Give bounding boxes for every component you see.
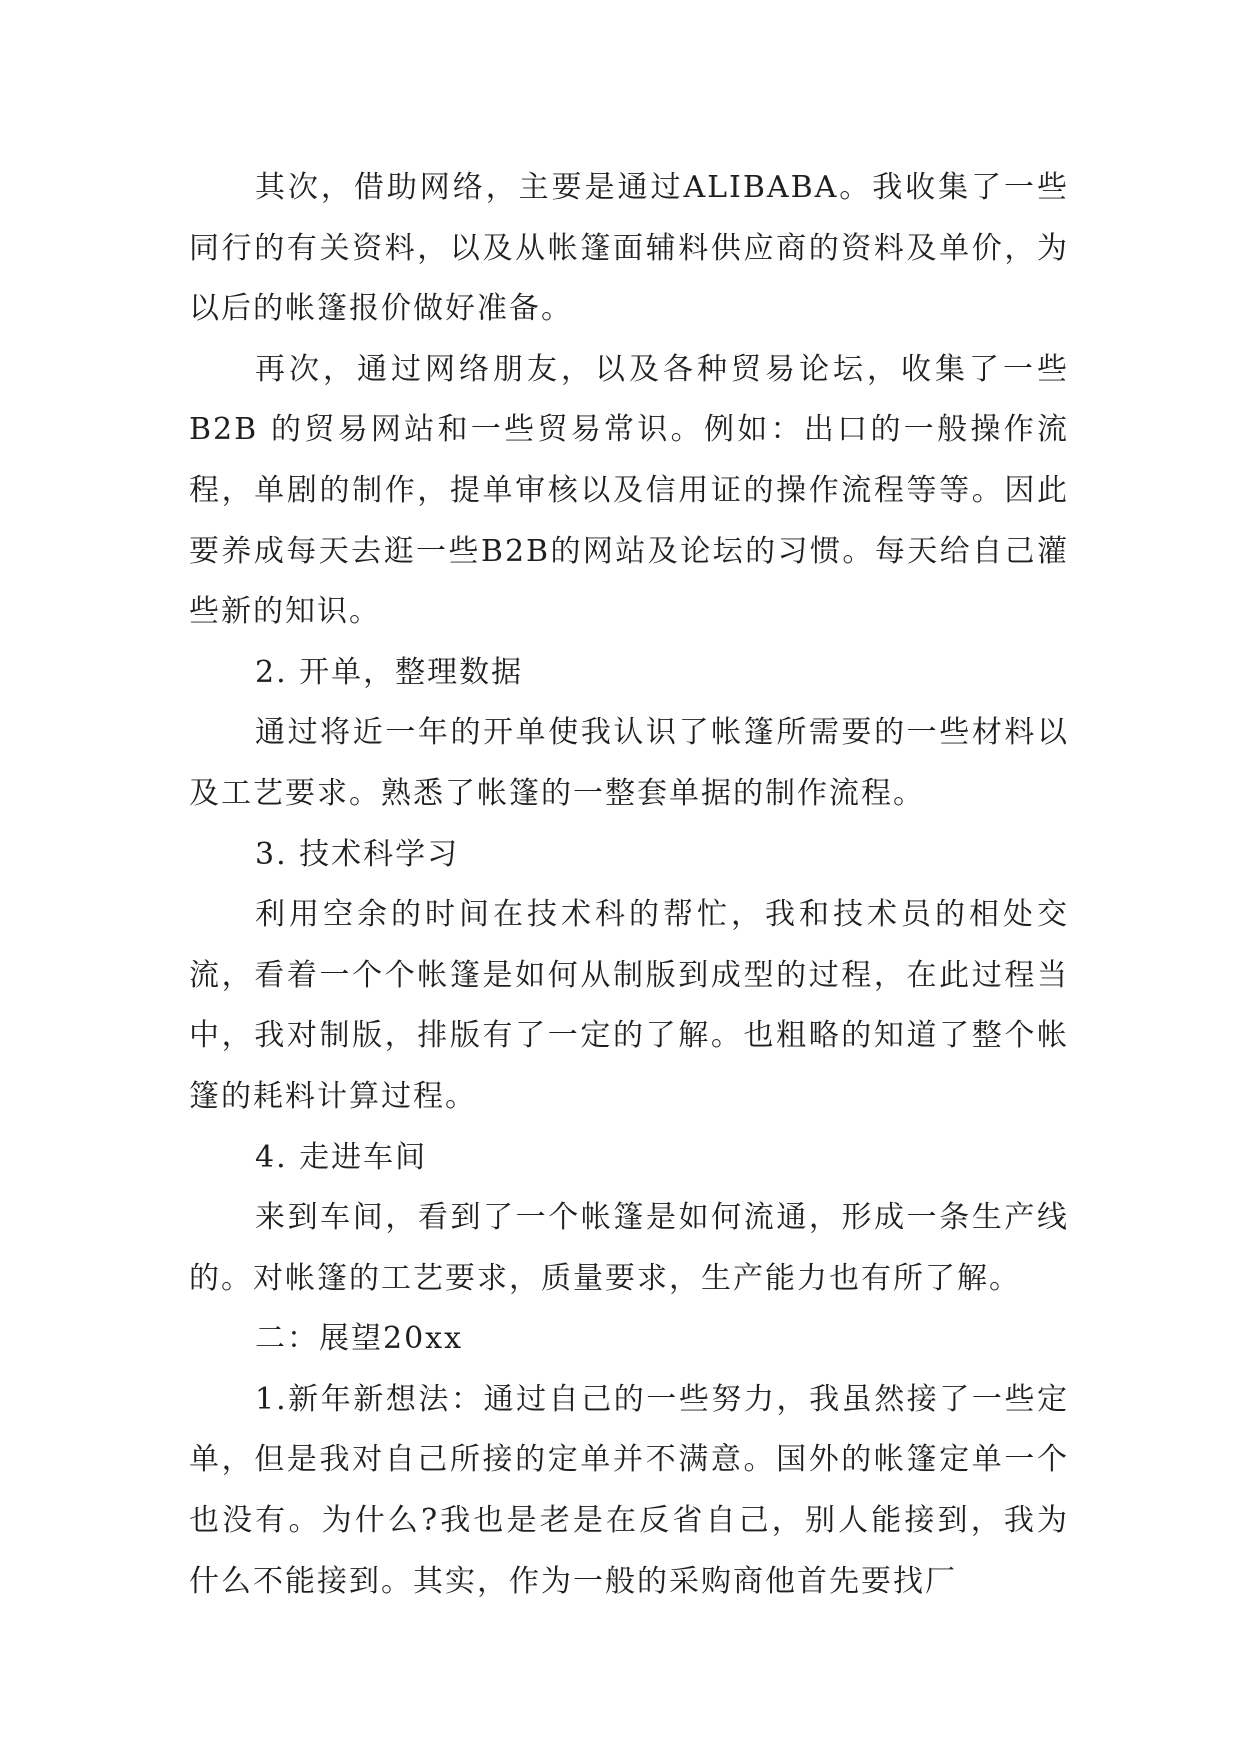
paragraph-new-year-ideas: 1.新年新想法：通过自己的一些努力，我虽然接了一些定单，但是我对自己所接的定单并不满意。国外的帐篷定单一个也没有。为什么?我也是老是在反省自己，别人能接到，我为什么不能接到。其实，作为一般的采购商他首先要找厂 — [189, 1381, 1069, 1599]
paragraph-online-research: 其次，借助网络，主要是通过ALIBABA。我收集了一些同行的有关资料，以及从帐篷面辅料供应商的资料及单价，为以后的帐篷报价做好准备。 — [189, 170, 1069, 327]
document-body — [189, 158, 1069, 1612]
heading-technical-study: 3. 技术科学习 — [255, 836, 460, 872]
heading-workshop: 4. 走进车间 — [255, 1139, 428, 1175]
paragraph-technical-study: 利用空余的时间在技术科的帮忙，我和技术员的相处交流，看着一个个帐篷是如何从制版到成型的过程，在此过程当中，我对制版，排版有了一定的了解。也粗略的知道了整个帐篷的耗料计算过程。 — [189, 897, 1069, 1114]
heading-outlook: 二：展望20xx — [255, 1321, 464, 1357]
paragraph-trade-forums: 再次，通过网络朋友，以及各种贸易论坛，收集了一些B2B 的贸易网站和一些贸易常识。例如：出口的一般操作流程，单剧的制作，提单审核以及信用证的操作流程等等。因此要养成每天去逛一些B2B的网站及论坛的习惯。每天给自己灌些新的知识。 — [189, 351, 1069, 630]
paragraph-workshop: 来到车间，看到了一个帐篷是如何流通，形成一条生产线的。对帐篷的工艺要求，质量要求，生产能力也有所了解。 — [189, 1200, 1069, 1296]
paragraph-billing-experience: 通过将近一年的开单使我认识了帐篷所需要的一些材料以及工艺要求。熟悉了帐篷的一整套单据的制作流程。 — [189, 715, 1069, 811]
heading-billing-data: 2. 开单，整理数据 — [255, 654, 524, 690]
